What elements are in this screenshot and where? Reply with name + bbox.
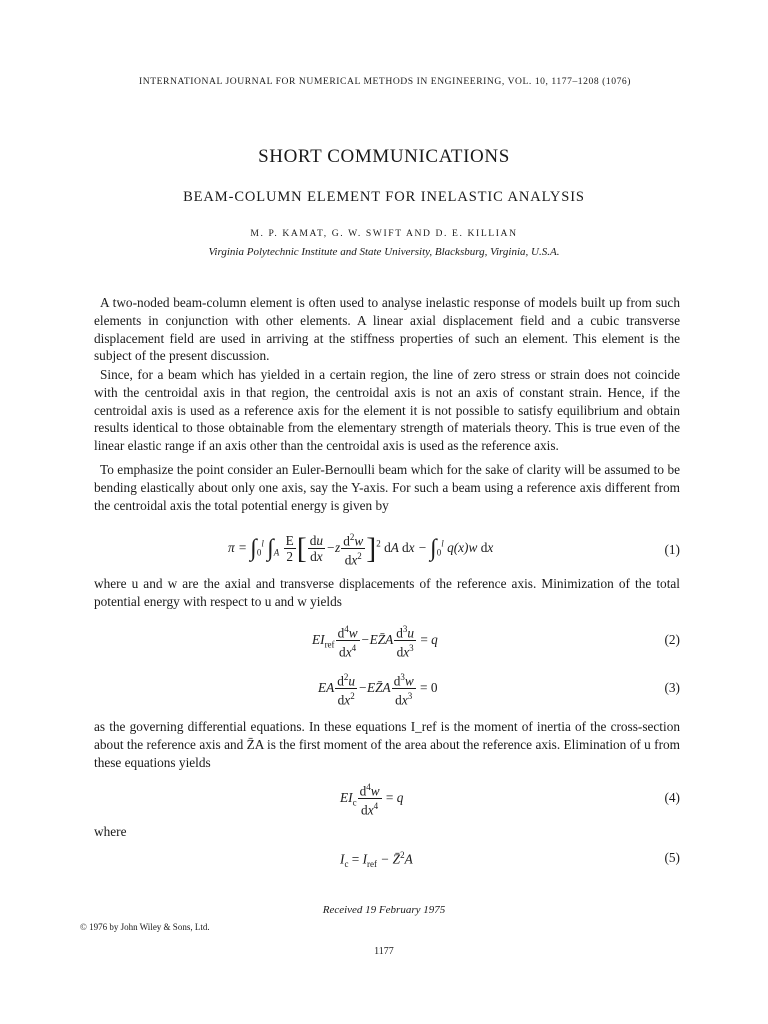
equation-3: EA $\frac{d^2u}{dx^2}$ −EZ̄A $\frac{d^3w}{dx^3}$ = 0	[318, 672, 438, 708]
equation-1: $\pi = \int_0^l$ $\int_A$ $\frac{E}{2}$ [ $\frac{du}{dx}$ −z $\frac{d^2w}{dx^2}$ ]$^2$ dA dx − $\int_0^l$ q(x)w dx	[228, 531, 494, 568]
paragraph-minimization: where u and w are the axial and transverse displacements of the reference axis. Minimization of the total potential energy with respect to u and w yields	[94, 576, 680, 609]
page-number: 1177	[374, 946, 394, 957]
section-title: SHORT COMMUNICATIONS	[258, 146, 510, 167]
received-date: Received 19 February 1975	[322, 904, 446, 916]
paragraph-intro	[94, 294, 680, 365]
equation-number-3: (3)	[664, 680, 680, 695]
paragraph-euler-bernoulli	[94, 461, 680, 514]
paragraph-centroidal-axis-text: Since, for a beam which has yielded in a certain region, the line of zero stress or strain does not coincide with the centroidal axis in that region, the centroidal axis is not an axis of constant strain. Hence, if the centroidal axis is used as a reference axis for the element it is not possible to satisfy equilibrium and obtain results identical to those obtainable from the elementary strength of materials theory. This is true even of the linear elastic range if an axis other than the centroidal axis is used as the reference axis.	[94, 367, 680, 454]
affiliation: Virginia Polytechnic Institute and State University, Blacksburg, Virginia, U.S.A.	[208, 246, 560, 258]
paragraph-intro-text: A two-noded beam-column element is often used to analyse inelastic response of models built up from such elements in conjunction with other elements. A linear axial displacement field and a cubic transverse displacement field are used in arriving at the stiffness properties of such an element. This element is the subject of the present discussion.	[94, 295, 680, 364]
paper-title: BEAM-COLUMN ELEMENT FOR INELASTIC ANALYSIS	[183, 189, 585, 205]
equation-number-5: (5)	[664, 850, 680, 865]
equation-number-2: (2)	[664, 632, 680, 647]
equation-5: $I_c = I_{ref}$ − Z̄$^2$A	[340, 850, 413, 870]
equation-2: $EI_{ref}$ $\frac{d^4w}{dx^4}$ −EZ̄A $\frac{d^3u}{dx^3}$ = q	[312, 624, 438, 660]
paragraph-governing-equations: as the governing differential equations. In these equations I_ref is the moment of inertia of the cross-section about the reference axis and Z̄A is the first moment of the area about the reference axis. Elimination of u from these equations yields	[94, 719, 680, 770]
paragraph-euler-bernoulli-text: To emphasize the point consider an Euler-Bernoulli beam which for the sake of clarity will be assumed to be bending elastically about only one axis, say the Y-axis. For such a beam using a reference axis different from the centroidal axis the total potential energy is given by	[94, 462, 680, 513]
paragraph-centroidal-axis	[94, 366, 680, 455]
equation-number-1: (1)	[664, 542, 680, 557]
journal-header: INTERNATIONAL JOURNAL FOR NUMERICAL METHODS IN ENGINEERING, VOL. 10, 1177–1208 (1076)	[138, 76, 632, 87]
equation-number-4: (4)	[664, 790, 680, 805]
author-list: M. P. KAMAT, G. W. SWIFT AND D. E. KILLIAN	[250, 228, 518, 239]
copyright-notice: © 1976 by John Wiley & Sons, Ltd.	[80, 922, 210, 932]
paragraph-where: where	[94, 824, 127, 839]
equation-4: $EI_c$ $\frac{d^4w}{dx^4}$ = q	[340, 782, 404, 818]
